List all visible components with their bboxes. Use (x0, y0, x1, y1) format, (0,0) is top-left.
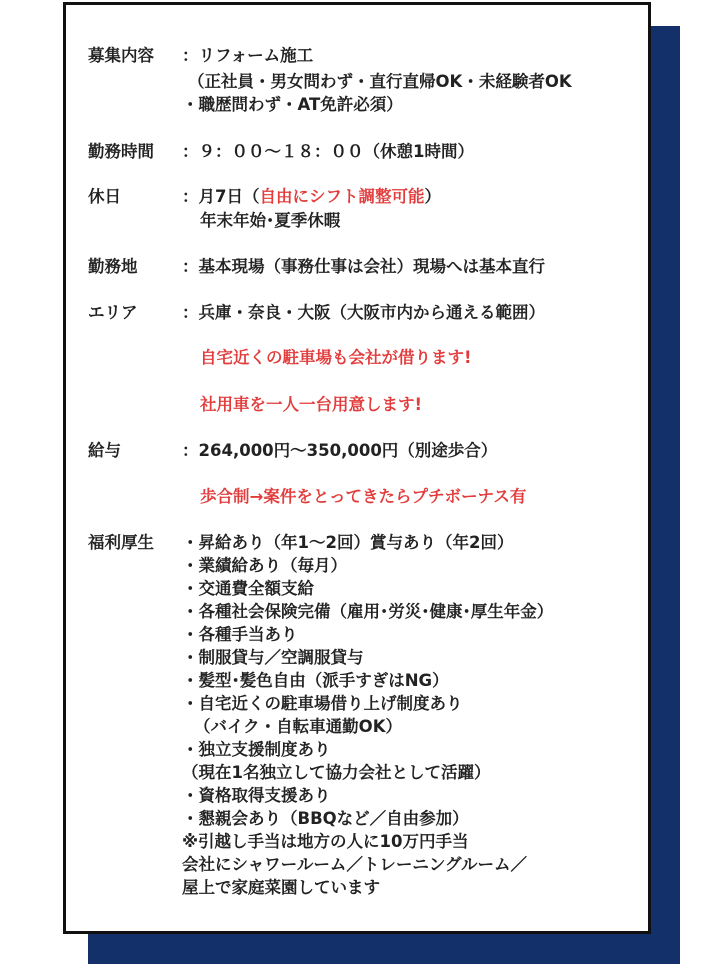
salary-note: 歩合制→案件をとってきたらプチボーナス有 (200, 487, 527, 506)
benefit-item: ・業績給あり（毎月） (182, 556, 347, 575)
benefit-item: ・懇親会あり（BBQなど／自由参加） (182, 809, 469, 828)
location-value: ：基本現場（事務仕事は会社）現場へは基本直行 (182, 257, 545, 276)
area-note-parking: 自宅近くの駐車場も会社が借ります! (200, 348, 472, 367)
job-details-card (63, 2, 651, 934)
label-benefits: 福利厚生 (88, 533, 154, 552)
recruit-line: ・職歴問わず・AT免許必須） (182, 95, 403, 114)
benefit-item: ・各種社会保険完備（雇用･労災･健康･厚生年金） (182, 602, 554, 621)
benefit-item: ・独立支援制度あり (182, 740, 331, 759)
benefit-item: ・各種手当あり (182, 625, 298, 644)
holiday-suffix: ） (424, 187, 441, 206)
label-location: 勤務地 (88, 257, 138, 276)
benefit-item: （バイク・自転車通勤OK） (194, 717, 402, 736)
recruit-line: （正社員・男女問わず・直行直帰OK・未経験者OK (188, 72, 572, 91)
benefit-item: ・髪型･髪色自由（派手すぎはNG） (182, 671, 449, 690)
label-salary: 給与 (88, 441, 121, 460)
hours-value: ：９：００〜１８：００（休憩1時間） (182, 142, 474, 161)
benefit-item: ・制服貸与／空調服貸与 (182, 648, 364, 667)
label-hours: 勤務時間 (88, 142, 154, 161)
holiday-highlight: 自由にシフト調整可能 (259, 187, 425, 206)
benefit-item: ・交通費全額支給 (182, 579, 314, 598)
benefit-item: ・資格取得支援あり (182, 786, 331, 805)
benefit-item: ・昇給あり（年1〜2回）賞与あり（年2回） (182, 533, 514, 552)
benefit-item: ※引越し手当は地方の人に10万円手当 (182, 832, 469, 851)
holiday-prefix: ：月7日（ (182, 187, 260, 206)
salary-value: ：264,000円〜350,000円（別途歩合） (182, 441, 498, 460)
benefit-item: （現在1名独立して協力会社として活躍） (182, 763, 491, 782)
recruit-line: ：リフォーム施工 (182, 46, 314, 65)
benefit-item: 会社にシャワールーム／トレーニングルーム／ (182, 855, 528, 874)
benefit-item: ・自宅近くの駐車場借り上げ制度あり (182, 694, 463, 713)
label-holiday: 休日 (88, 187, 121, 206)
area-value: ：兵庫・奈良・大阪（大阪市内から通える範囲） (182, 303, 545, 322)
area-note-car: 社用車を一人一台用意します! (200, 395, 423, 414)
label-area: エリア (88, 303, 138, 322)
benefit-item: 屋上で家庭菜園しています (182, 878, 380, 897)
holiday-value (182, 186, 441, 208)
label-recruit: 募集内容 (88, 46, 154, 65)
holiday-line2: 年末年始･夏季休暇 (200, 211, 341, 230)
